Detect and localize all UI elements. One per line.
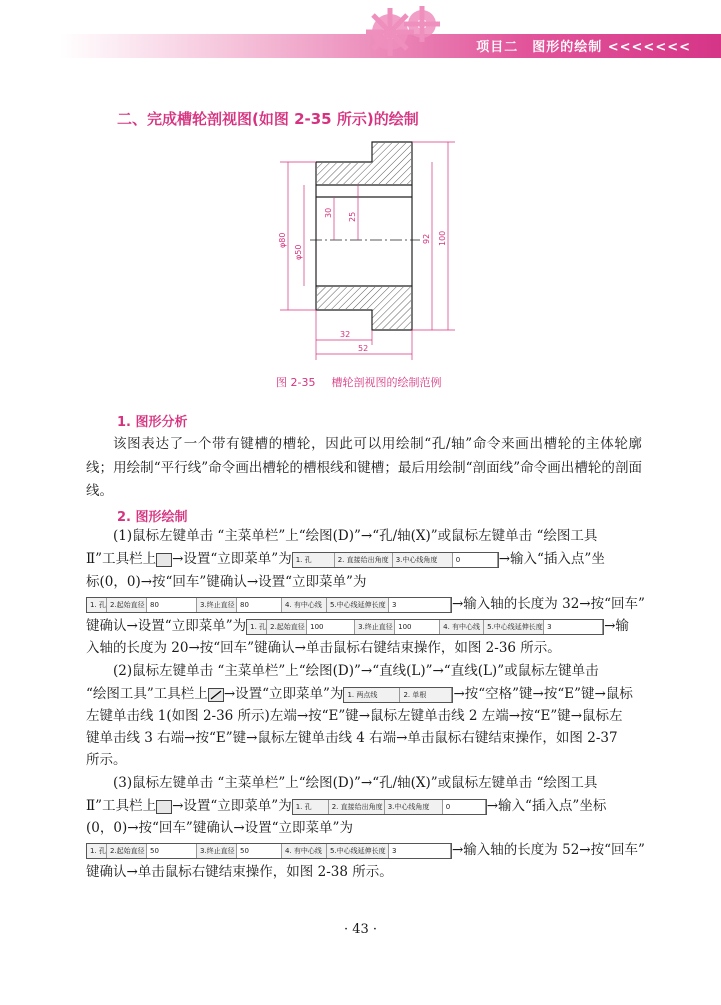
hole-shaft-tool-icon[interactable]: [156, 800, 172, 814]
page-header: [0, 0, 721, 62]
immediate-menu-3[interactable]: 1. 孔 2.起始直径 100 3.终止直径 100 4. 有中心线 5.中心线延伸长度 3: [246, 619, 604, 635]
p3-line3: (0，0)→按“回车”键确认→设置“立即菜单”为: [86, 820, 353, 836]
p2-line4: 键单击线 3 右端→按“E”键→鼠标左键单击线 4 右端→单击鼠标右键结束操作，如图 2-37: [86, 730, 618, 746]
hole-shaft-tool-icon[interactable]: [156, 553, 172, 567]
p3-line1: (3)鼠标左键单击 “主菜单栏”上“绘图(D)”→“孔/轴(X)”或鼠标左键单击 “绘图工具: [113, 775, 598, 791]
line-tool-icon[interactable]: [208, 688, 224, 702]
subheading-drawing: 2. 图形绘制: [117, 510, 188, 525]
analysis-paragraph: 该图表达了一个带有键槽的槽轮，因此可以用绘制“孔/轴”命令来画出槽轮的主体轮廓线；用绘制“平行线”命令画出槽轮的槽根线和键槽；最后用绘制“剖面线”命令画出槽轮的剖面线。: [86, 436, 642, 499]
dim-52: 52: [358, 344, 369, 353]
immediate-menu-5[interactable]: 1. 孔 2. 直接给出角度 3.中心线角度 0: [292, 799, 487, 815]
header-title: 项目二 图形的绘制 <<<<<<<: [476, 40, 691, 55]
p2-line2: “绘图工具”工具栏上 →设置“立即菜单”为 1. 两点线 2. 单根 →按“空格”键→按“E”键→鼠标: [86, 686, 633, 702]
immediate-menu-1[interactable]: 1. 孔 2. 直接给出角度 3.中心线角度 0: [292, 552, 499, 568]
section-title: 二、完成槽轮剖视图(如图 2-35 所示)的绘制: [117, 110, 419, 128]
subheading-analysis: 1. 图形分析: [117, 415, 188, 430]
sheave-section-drawing: [260, 140, 480, 370]
dim-92: 92: [422, 233, 431, 244]
dim-25: 25: [348, 211, 357, 222]
p1-line2: Ⅱ”工具栏上 →设置“立即菜单”为 1. 孔 2. 直接给出角度 3.中心线角度 0 →输入“插入点”坐: [86, 551, 605, 567]
p1-line5: 键确认→设置“立即菜单”为 1. 孔 2.起始直径 100 3.终止直径 100 4. 有中心线 5.中心线延伸长度 3 →输: [86, 618, 629, 634]
immediate-menu-2[interactable]: 1. 孔 2.起始直径 80 3.终止直径 80 4. 有中心线 5.中心线延伸长度 3: [86, 597, 452, 613]
dim-phi80: φ80: [278, 232, 287, 248]
p3-line4: 1. 孔 2.起始直径 50 3.终止直径 50 4. 有中心线 5.中心线延伸长度 3 →输入轴的长度为 52→按“回车”: [86, 840, 645, 860]
immediate-menu-6[interactable]: 1. 孔 2.起始直径 50 3.终止直径 50 4. 有中心线 5.中心线延伸长度 3: [86, 843, 452, 859]
p2-line3: 左键单击线 1(如图 2-36 所示)左端→按“E”键→鼠标左键单击线 2 左端→按“E”键→鼠标左: [86, 708, 623, 724]
dim-phi50: φ50: [294, 244, 303, 260]
immediate-menu-4[interactable]: 1. 两点线 2. 单根: [343, 687, 453, 703]
figure-caption: 图 2-35 槽轮剖视图的绘制范例: [276, 376, 442, 389]
gear-icon: [360, 2, 450, 60]
page-number: · 43 ·: [343, 922, 378, 937]
p2-line5: 所示。: [86, 752, 127, 768]
p2-line1: (2)鼠标左键单击 “主菜单栏”上“绘图(D)”→“直线(L)”→“直线(L)”或鼠标左键单击: [113, 663, 599, 679]
p3-line2: Ⅱ”工具栏上 →设置“立即菜单”为 1. 孔 2. 直接给出角度 3.中心线角度 0 →输入“插入点”坐标: [86, 798, 607, 814]
dim-30: 30: [324, 207, 333, 218]
p3-line5: 键确认→单击鼠标右键结束操作，如图 2-38 所示。: [86, 864, 393, 880]
dim-100: 100: [438, 230, 447, 246]
p1-line1: (1)鼠标左键单击 “主菜单栏”上“绘图(D)”→“孔/轴(X)”或鼠标左键单击 “绘图工具: [113, 528, 598, 544]
dim-32: 32: [340, 330, 351, 339]
p1-line4: 1. 孔 2.起始直径 80 3.终止直径 80 4. 有中心线 5.中心线延伸长度 3 →输入轴的长度为 32→按“回车”: [86, 594, 645, 614]
p1-line3: 标(0，0)→按“回车”键确认→设置“立即菜单”为: [86, 574, 367, 590]
p1-line6: 入轴的长度为 20→按“回车”键确认→单击鼠标右键结束操作，如图 2-36 所示。: [86, 640, 561, 656]
